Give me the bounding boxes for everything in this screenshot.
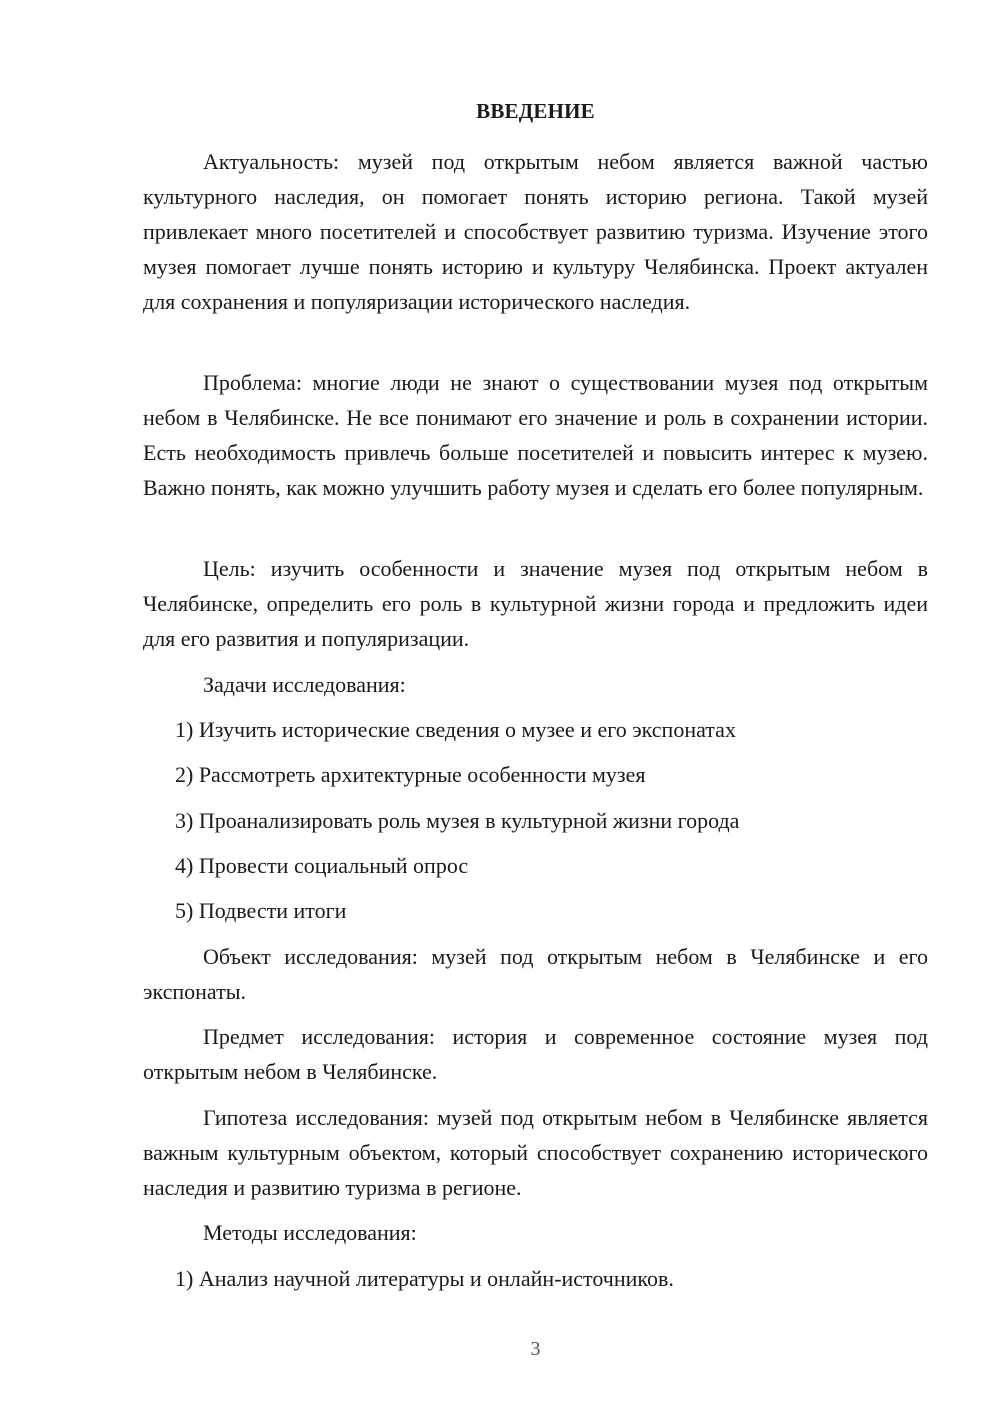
tasks-heading: Задачи исследования: — [203, 672, 406, 697]
task-item: 5) Подвести итоги — [175, 898, 347, 923]
subject-paragraph: Предмет исследования: история и современное состояние музея под открытым небом в Челябинске. — [143, 1024, 928, 1084]
task-item: 1) Изучить исторические сведения о музее и его экспонатах — [175, 717, 736, 742]
section-title: ВВЕДЕНИЕ — [476, 99, 595, 123]
methods-heading: Методы исследования: — [203, 1220, 417, 1245]
problem-paragraph: Проблема: многие люди не знают о существовании музея под открытым небом в Челябинске. Не все понимают его значение и роль в сохранении истории. Есть необходимость привлечь больше посетителей и повысить интерес к музею. Важно понять, как можно улучшить работу музея и сделать его более популярным. — [143, 370, 928, 500]
page-number: 3 — [530, 1338, 541, 1360]
task-item: 3) Проанализировать роль музея в культурной жизни города — [175, 808, 740, 833]
hypothesis-paragraph: Гипотеза исследования: музей под открытым небом в Челябинске является важным культурным объектом, который способствует сохранению исторического наследия и развитию туризма в регионе. — [143, 1105, 928, 1200]
task-item: 2) Рассмотреть архитектурные особенности музея — [175, 762, 646, 787]
task-item: 4) Провести социальный опрос — [175, 853, 469, 878]
document-page — [143, 0, 928, 1414]
method-item: 1) Анализ научной литературы и онлайн-источников. — [175, 1266, 674, 1291]
goal-paragraph: Цель: изучить особенности и значение музея под открытым небом в Челябинске, определить его роль в культурной жизни города и предложить идеи для его развития и популяризации. — [143, 556, 928, 651]
relevance-paragraph: Актуальность: музей под открытым небом является важной частью культурного наследия, он помогает понять историю региона. Такой музей привлекает много посетителей и способствует развитию туризма. Изучение этого музея помогает лучше понять историю и культуру Челябинска. Проект актуален для сохранения и популяризации исторического наследия. — [143, 149, 928, 314]
object-paragraph: Объект исследования: музей под открытым небом в Челябинске и его экспонаты. — [143, 944, 928, 1004]
